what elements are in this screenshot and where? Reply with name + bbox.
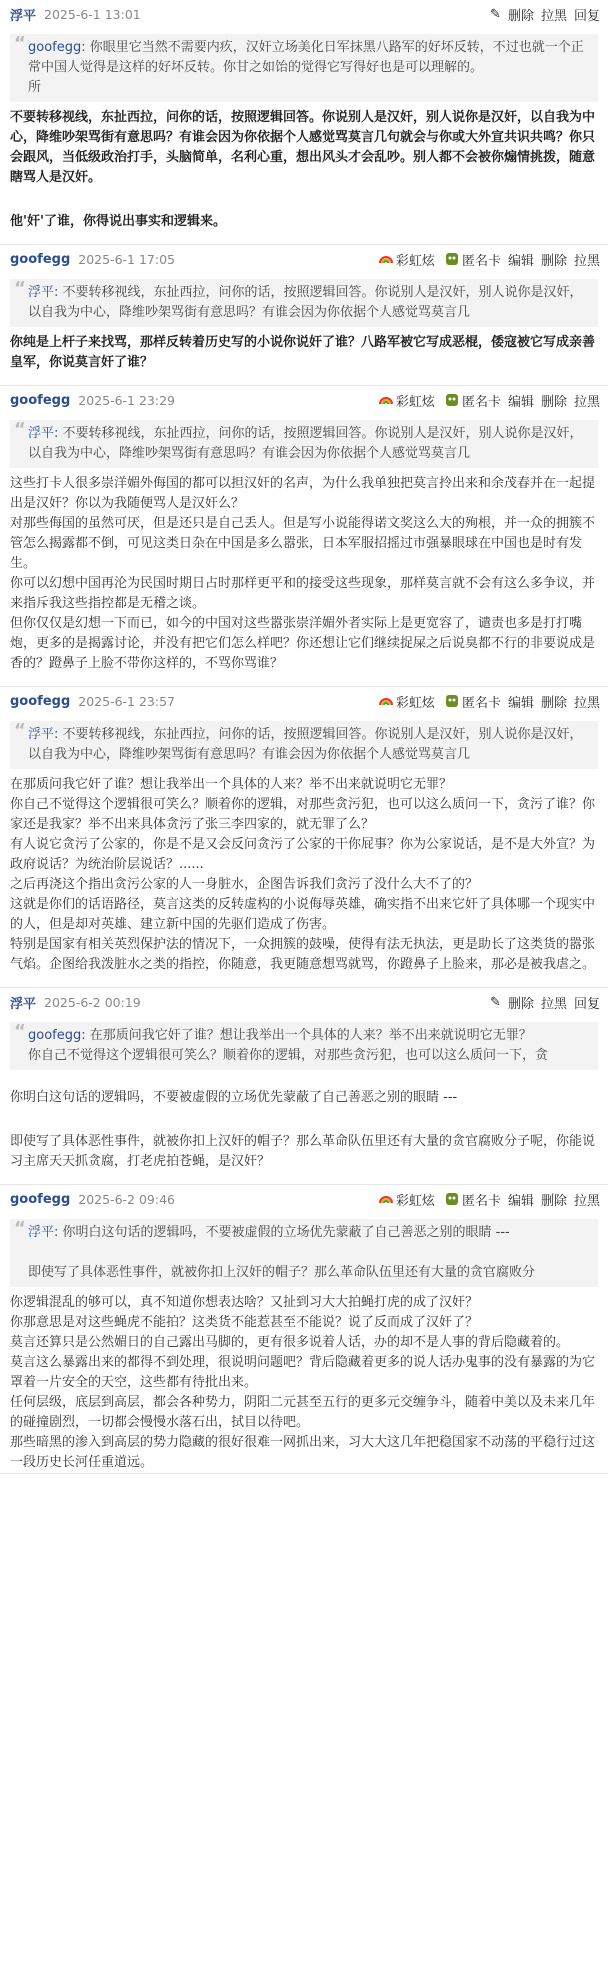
post-header bbox=[0, 0, 608, 28]
rainbow-button[interactable] bbox=[379, 250, 435, 269]
edit-link[interactable]: 编辑 bbox=[507, 394, 534, 410]
block-link[interactable]: 拉黑 bbox=[573, 394, 600, 410]
quote-mark-icon: “ bbox=[14, 33, 26, 54]
rainbow-icon bbox=[379, 252, 393, 266]
quote-text-continued: 你自己不觉得这个逻辑很可笑么？顺着你的逻辑，对那些贪污犯，也可以这么质问一下，贪 bbox=[28, 1048, 549, 1063]
delete-link[interactable]: 删除 bbox=[540, 394, 567, 410]
post-paragraph: 这些打卡人很多崇洋媚外侮国的都可以担汉奸的名声，为什么我单独把莫言拎出来和余茂春并在一起提出是汉奸？你以为我随便骂人是汉奸么？ bbox=[10, 476, 596, 511]
comment-post bbox=[0, 245, 608, 386]
delete-link[interactable]: 删除 bbox=[507, 996, 534, 1012]
block-link[interactable]: 拉黑 bbox=[573, 1193, 600, 1209]
post-paragraph: 那些暗黑的渗入到高层的势力隐藏的很好很难一网抓出来，习大大这几年把稳国家不动荡的平稳行过这一段历史长河任重道远。 bbox=[10, 1435, 596, 1470]
quote-text-continued: 即使写了具体恶性事件，就被你扣上汉奸的帽子？那么革命队伍里还有大量的贪官腐败分 bbox=[28, 1265, 536, 1280]
rainbow-button[interactable] bbox=[379, 391, 435, 410]
post-paragraph: 你自己不觉得这个逻辑很可笑么？顺着你的逻辑，对那些贪污犯，也可以这么质问一下，贪污了谁？你家还是我家？举不出来具体贪污了张三李四家的，就无罪了么？ bbox=[10, 797, 596, 832]
author-name[interactable]: goofegg bbox=[10, 392, 71, 408]
mask-icon bbox=[445, 252, 459, 266]
quoted-reply bbox=[10, 34, 598, 102]
post-body bbox=[0, 333, 608, 385]
quote-mark-icon: “ bbox=[14, 1021, 26, 1042]
quote-mark-icon: “ bbox=[14, 419, 26, 440]
post-body bbox=[0, 1076, 608, 1184]
comment-post bbox=[0, 386, 608, 687]
edit-link[interactable]: 编辑 bbox=[507, 1193, 534, 1209]
quoted-reply bbox=[10, 1219, 598, 1287]
post-paragraph: 任何层级，底层到高层，都会各种势力，阴阳二元甚至五行的更多元交缠争斗，随着中美以及未来几年的碰撞剧烈，一切都会慢慢水落石出，拭目以待吧。 bbox=[10, 1395, 596, 1430]
post-paragraph: 对那些侮国的虽然可厌，但是还只是自己丢人。但是写小说能得诺文奖这么大的殉根，并一众的拥簇不管怎么揭露都不倒，可见这类日杂在中国是多么嚣张，日本军服招摇过市强暴眼球在中国也是时有发生。 bbox=[10, 516, 596, 571]
quoted-reply bbox=[10, 279, 598, 327]
quote-author[interactable]: 浮平: bbox=[28, 1225, 59, 1240]
anon-card-label: 匿名卡 bbox=[461, 394, 501, 410]
post-paragraph: 即使写了具体恶性事件，就被你扣上汉奸的帽子？那么革命队伍里还有大量的贪官腐败分子呢，你能说习主席天天抓贪腐，打老虎拍苍蝇，是汉奸？ bbox=[10, 1134, 596, 1169]
edit-link[interactable]: 编辑 bbox=[507, 253, 534, 269]
post-time: 2025-6-2 00:19 bbox=[44, 994, 141, 1010]
post-paragraph: 你明白这句话的逻辑吗，不要被虚假的立场优先蒙蔽了自己善恶之别的眼睛 --- bbox=[10, 1090, 458, 1105]
delete-link[interactable]: 删除 bbox=[540, 253, 567, 269]
edit-icon[interactable]: ✎ bbox=[490, 6, 501, 22]
edit-link[interactable]: 编辑 bbox=[507, 695, 534, 711]
quote-text: 在那质问我它奸了谁？想让我举出一个具体的人来？举不出来就说明它无罪？ bbox=[89, 1028, 532, 1043]
delete-link[interactable]: 删除 bbox=[507, 8, 534, 24]
comment-post bbox=[0, 0, 608, 245]
post-paragraph: 不要转移视线，东扯西拉，问你的话，按照逻辑回答。你说别人是汉奸，别人说你是汉奸，以自我为中心，降维吵架骂街有意思吗？有谁会因为你依据个人感觉骂莫言几句就会与你或大外宣共识共鸣？你只会跟风，当低级政治打手，头脑简单，名利心重，想出风头才会乱吵。别人都不会被你煽情挑拨，随意瞎骂人是汉奸。 bbox=[10, 110, 596, 185]
edit-icon[interactable]: ✎ bbox=[490, 994, 501, 1010]
block-link[interactable]: 拉黑 bbox=[540, 996, 567, 1012]
anon-card-button[interactable] bbox=[445, 692, 501, 711]
mask-icon bbox=[445, 1192, 459, 1206]
rainbow-label: 彩虹炫 bbox=[395, 1193, 435, 1209]
quote-text: 不要转移视线，东扯西拉，问你的话，按照逻辑回答。你说别人是汉奸，别人说你是汉奸，以自我为中心，降维吵架骂街有意思吗？有谁会因为你依据个人感觉骂莫言几 bbox=[28, 727, 583, 762]
rainbow-label: 彩虹炫 bbox=[395, 253, 435, 269]
author-name[interactable]: goofegg bbox=[10, 251, 71, 267]
author-name[interactable]: 浮平 bbox=[10, 996, 37, 1012]
mask-icon bbox=[445, 694, 459, 708]
quote-text: 不要转移视线，东扯西拉，问你的话，按照逻辑回答。你说别人是汉奸，别人说你是汉奸，以自我为中心，降维吵架骂街有意思吗？有谁会因为你依据个人感觉骂莫言几 bbox=[28, 426, 583, 461]
comment-post bbox=[0, 687, 608, 988]
anon-card-button[interactable] bbox=[445, 250, 501, 269]
quote-text: 你眼里它当然不需要内疚，汉奸立场美化日军抹黑八路军的好坏反转，不过也就一个正常中国人觉得是这样的好坏反转。你甘之如饴的觉得它写得好也是可以理解的。 bbox=[28, 40, 584, 75]
anon-card-label: 匿名卡 bbox=[461, 1193, 501, 1209]
quoted-reply bbox=[10, 420, 598, 468]
rainbow-icon bbox=[379, 694, 393, 708]
post-paragraph: 莫言还算只是公然媚日的自己露出马脚的，更有很多说着人话，办的却不是人事的背后隐藏着的。 bbox=[10, 1335, 570, 1350]
post-header bbox=[0, 1185, 608, 1213]
post-header bbox=[0, 386, 608, 414]
quote-mark-icon: “ bbox=[14, 1218, 26, 1239]
post-paragraph: 有人说它贪污了公家的，你是不是又会反问贪污了公家的干你屁事？你为公家说话，是不是大外宣？为政府说话？为统治阶层说话？...... bbox=[10, 837, 596, 872]
anon-card-button[interactable] bbox=[445, 1190, 501, 1209]
post-header bbox=[0, 245, 608, 273]
post-body bbox=[0, 1293, 608, 1473]
post-header bbox=[0, 988, 608, 1016]
post-time: 2025-6-1 23:29 bbox=[78, 392, 176, 408]
anon-card-label: 匿名卡 bbox=[461, 695, 501, 711]
anon-card-button[interactable] bbox=[445, 391, 501, 410]
reply-link[interactable]: 回复 bbox=[573, 8, 600, 24]
quote-tail: 所 bbox=[28, 80, 42, 95]
post-body bbox=[0, 775, 608, 987]
rainbow-label: 彩虹炫 bbox=[395, 394, 435, 410]
delete-link[interactable]: 删除 bbox=[540, 1193, 567, 1209]
quote-text: 不要转移视线，东扯西拉，问你的话，按照逻辑回答。你说别人是汉奸，别人说你是汉奸，以自我为中心，降维吵架骂街有意思吗？有谁会因为你依据个人感觉骂莫言几 bbox=[28, 285, 583, 320]
rainbow-icon bbox=[379, 393, 393, 407]
quote-author[interactable]: goofegg: bbox=[28, 40, 86, 55]
author-name[interactable]: goofegg bbox=[10, 693, 71, 709]
post-time: 2025-6-1 17:05 bbox=[78, 251, 176, 267]
block-link[interactable]: 拉黑 bbox=[573, 253, 600, 269]
quote-author[interactable]: 浮平: bbox=[28, 727, 59, 742]
rainbow-button[interactable] bbox=[379, 692, 435, 711]
author-name[interactable]: 浮平 bbox=[10, 8, 37, 24]
comment-post bbox=[0, 988, 608, 1185]
post-time: 2025-6-1 13:01 bbox=[44, 6, 141, 22]
quote-author[interactable]: 浮平: bbox=[28, 285, 59, 300]
post-header bbox=[0, 687, 608, 715]
post-paragraph: 莫言这么暴露出来的都得不到处理，很说明问题吧？背后隐藏着更多的说人话办鬼事的没有暴露的为它罩着一片安全的天空，这些都有待批出来。 bbox=[10, 1355, 596, 1390]
anon-card-label: 匿名卡 bbox=[461, 253, 501, 269]
post-paragraph: 但你仅仅是幻想一下而已，如今的中国对这些嚣张崇洋媚外者实际上是更宽容了，谴责也多是打打嘴炮，更多的是揭露讨论，并没有把它们怎么样吧？你还想让它们继续捉屎之后说臭都不行的非要说成是香的？蹬鼻子上脸不带你这样的，不骂你骂谁？ bbox=[10, 616, 596, 671]
mask-icon bbox=[445, 393, 459, 407]
post-paragraph: 在那质问我它奸了谁？想让我举出一个具体的人来？举不出来就说明它无罪？ bbox=[10, 777, 453, 792]
quote-author[interactable]: 浮平: bbox=[28, 426, 59, 441]
rainbow-button[interactable] bbox=[379, 1190, 435, 1209]
quote-author[interactable]: goofegg: bbox=[28, 1028, 86, 1043]
delete-link[interactable]: 删除 bbox=[540, 695, 567, 711]
post-paragraph: 你纯是上杆子来找骂，那样反转着历史写的小说你说奸了谁？八路军被它写成恶棍，倭寇被它写成亲善皇军，你说莫言奸了谁？ bbox=[10, 335, 596, 370]
rainbow-icon bbox=[379, 1192, 393, 1206]
block-link[interactable]: 拉黑 bbox=[540, 8, 567, 24]
quoted-reply bbox=[10, 721, 598, 769]
post-paragraph: 你那意思是对这些蝇虎不能拍？这类货不能惹甚至不能说？说了反而成了汉奸了？ bbox=[10, 1315, 479, 1330]
post-time: 2025-6-2 09:46 bbox=[78, 1191, 176, 1207]
author-name[interactable]: goofegg bbox=[10, 1191, 71, 1207]
rainbow-label: 彩虹炫 bbox=[395, 695, 435, 711]
post-body bbox=[0, 474, 608, 686]
post-paragraph: 之后再浇这个指出贪污公家的人一身脏水，企图告诉我们贪污了没什么大不了的？ bbox=[10, 877, 479, 892]
comment-post bbox=[0, 1185, 608, 1474]
quote-mark-icon: “ bbox=[14, 278, 26, 299]
quote-mark-icon: “ bbox=[14, 720, 26, 741]
reply-link[interactable]: 回复 bbox=[573, 996, 600, 1012]
post-paragraph: 这就是你们的话语路径，莫言这类的反转虚构的小说侮辱英雄，确实指不出来它奸了具体哪一个现实中的人，但是却对英雄、建立新中国的先驱们造成了伤害。 bbox=[10, 897, 596, 932]
post-paragraph: 你逻辑混乱的够可以，真不知道你想表达啥？又扯到习大大拍蝇打虎的成了汉奸？ bbox=[10, 1295, 479, 1310]
quote-text: 你明白这句话的逻辑吗，不要被虚假的立场优先蒙蔽了自己善恶之别的眼睛 --- bbox=[62, 1225, 510, 1240]
post-body bbox=[0, 108, 608, 244]
post-paragraph: 你可以幻想中国再沦为民国时期日占时那样更平和的接受这些现象，那样莫言就不会有这么多争议，并来指斥我这些指控都是无稽之谈。 bbox=[10, 576, 596, 611]
block-link[interactable]: 拉黑 bbox=[573, 695, 600, 711]
post-time: 2025-6-1 23:57 bbox=[78, 693, 176, 709]
post-paragraph: 特别是国家有相关英烈保护法的情况下，一众拥簇的鼓噪，使得有法无执法，更是助长了这类货的嚣张气焰。企图给我泼脏水之类的指控，你随意，我更随意想骂就骂，你蹬鼻子上脸来，那必是被我虐之。 bbox=[10, 937, 596, 972]
quoted-reply bbox=[10, 1022, 598, 1070]
post-paragraph: 他'奸'了谁，你得说出事实和逻辑来。 bbox=[10, 214, 226, 229]
